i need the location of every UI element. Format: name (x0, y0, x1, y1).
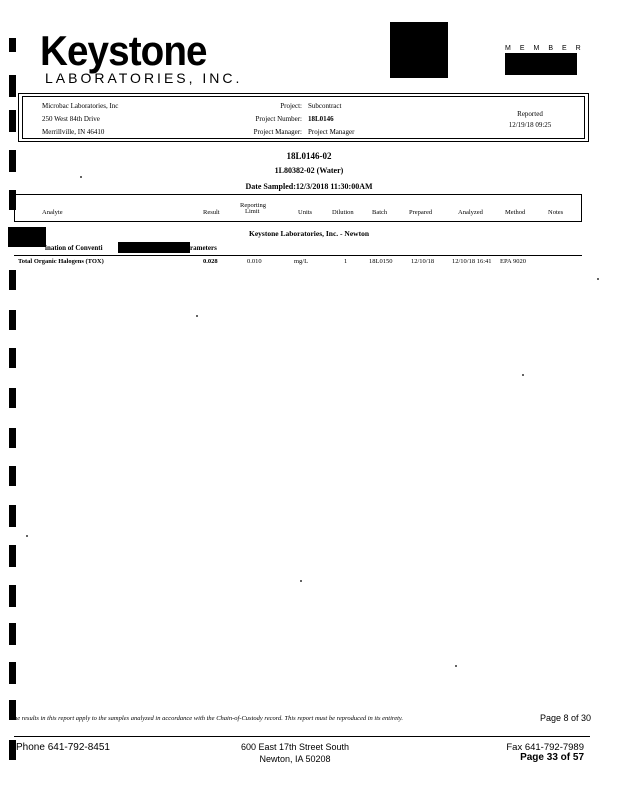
punch-mark (9, 75, 16, 97)
redaction-block (8, 227, 46, 247)
client-address: 250 West 84th Drive (42, 115, 100, 123)
project-manager-label: Project Manager: (253, 128, 302, 136)
client-city: Merrillville, IN 46410 (42, 128, 105, 136)
project-number-value: 18L0146 (308, 115, 334, 123)
col-limit: Limit (245, 208, 260, 215)
column-header-box (14, 194, 582, 222)
col-prepared: Prepared (409, 209, 433, 216)
footer-divider (14, 736, 590, 737)
project-label: Project: (280, 102, 302, 110)
row-result: 0.028 (203, 258, 218, 265)
sample-id: 18L0146-02 (286, 151, 332, 161)
client-name: Microbac Laboratories, Inc (42, 102, 119, 110)
row-batch: 18L0150 (369, 258, 393, 265)
punch-mark (9, 428, 16, 448)
redaction-block (118, 242, 190, 253)
member-badge (505, 53, 577, 75)
footer-disclaimer: he results in this report apply to the samples analyzed in accordance with the Chain-of-Custody record. This report must be reproduced in its entirety. (14, 715, 404, 722)
punch-mark (9, 310, 16, 330)
col-method: Method (505, 209, 526, 216)
sample-lab-id: 1L80382-02 (Water) (274, 166, 344, 175)
punch-mark (9, 388, 16, 408)
group-title-right: rameters (190, 244, 217, 252)
punch-mark (9, 740, 16, 760)
footer-fax: Fax 641-792-7989 (506, 742, 584, 753)
footer-address-street: 600 East 17th Street South (240, 742, 350, 752)
member-seal (390, 22, 448, 78)
row-analyzed: 12/10/18 16:41 (452, 258, 492, 265)
footer-page-total: Page 33 of 57 (520, 752, 584, 763)
reported-label: Reported (517, 110, 543, 118)
col-reporting: Reporting (240, 202, 266, 209)
punch-mark (9, 466, 16, 486)
punch-mark (9, 505, 16, 527)
col-result: Result (203, 209, 220, 216)
row-method: EPA 9020 (500, 258, 526, 265)
date-sampled: Date Sampled:12/3/2018 11:30:00AM (245, 182, 373, 191)
project-number-label: Project Number: (255, 115, 302, 123)
footer-phone: Phone 641-792-8451 (16, 742, 110, 753)
punch-mark (9, 270, 16, 290)
col-units: Units (298, 209, 313, 216)
punch-mark (9, 545, 16, 567)
member-text: MEMBER (505, 45, 590, 52)
company-logo-subtitle: LABORATORIES, INC. (45, 70, 243, 86)
col-dilution: Dilution (332, 209, 354, 216)
footer-page-of: Page 8 of 30 (540, 713, 592, 723)
reported-datetime: 12/19/18 09:25 (508, 121, 552, 129)
col-batch: Batch (372, 209, 388, 216)
col-analyzed: Analyzed (458, 209, 483, 216)
project-value: Subcontract (308, 102, 342, 110)
punch-mark (9, 662, 16, 684)
project-manager-value: Project Manager (308, 128, 355, 136)
punch-mark (9, 38, 16, 52)
group-title-left: ination of Conventi (45, 244, 103, 252)
col-notes: Notes (548, 209, 564, 216)
row-prepared: 12/10/18 (411, 258, 435, 265)
row-analyte: Total Organic Halogens (TOX) (18, 258, 104, 265)
lab-section-title: Keystone Laboratories, Inc. - Newton (249, 229, 369, 238)
punch-mark (9, 348, 16, 368)
punch-mark (9, 110, 16, 132)
group-underline (14, 255, 582, 256)
row-limit: 0.010 (247, 258, 262, 265)
punch-mark (9, 585, 16, 607)
row-units: mg/L (294, 258, 309, 265)
col-analyte: Analyte (42, 209, 63, 216)
company-logo: Keystone (40, 27, 207, 74)
punch-mark (9, 623, 16, 645)
footer-address-city: Newton, IA 50208 (259, 754, 331, 764)
row-dilution: 1 (344, 258, 348, 265)
